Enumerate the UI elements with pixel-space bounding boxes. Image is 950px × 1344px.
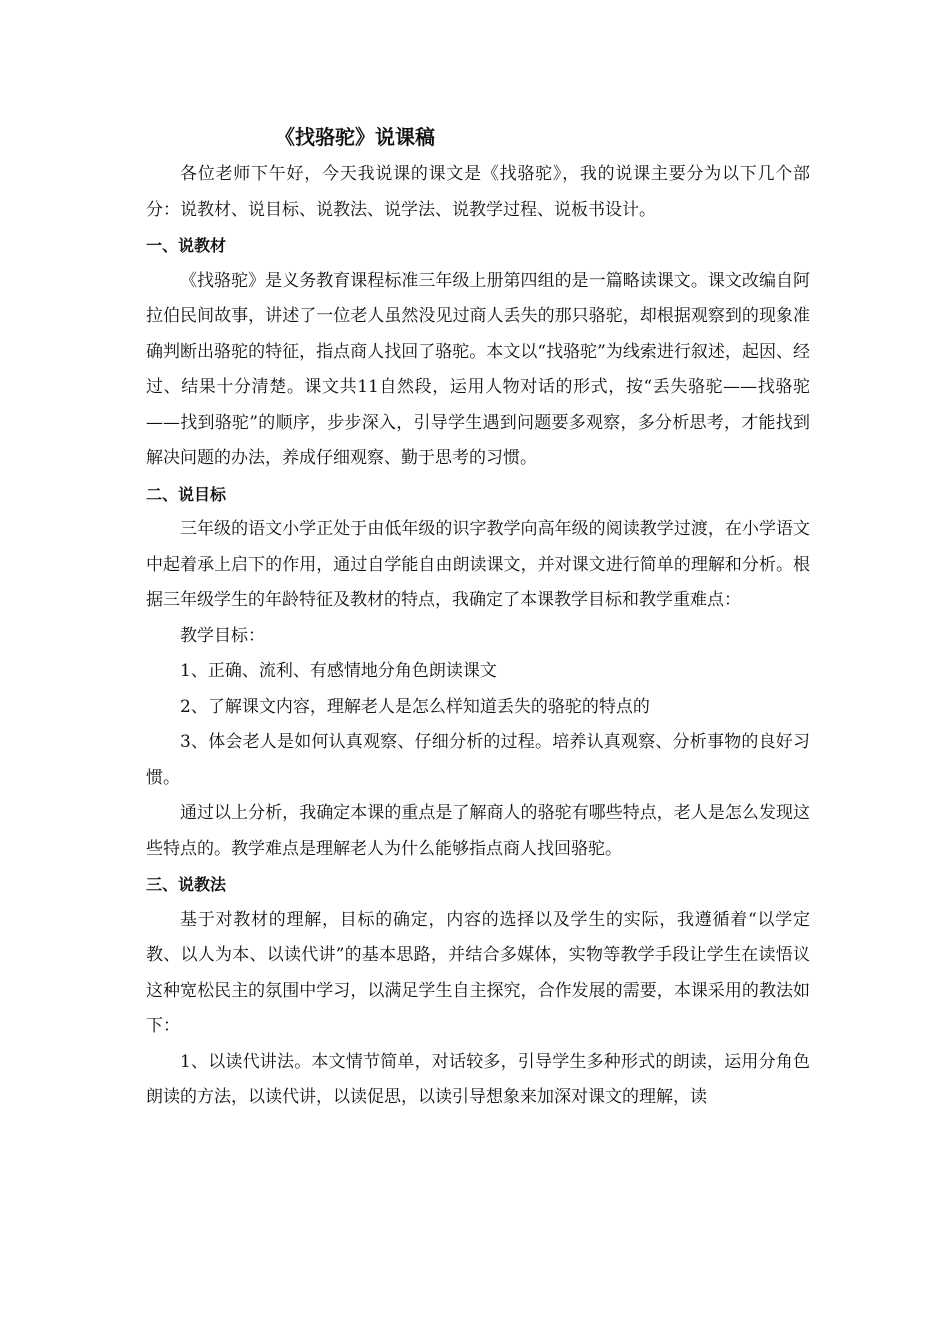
teaching-goal-item: 2、了解课文内容，理解老人是怎么样知道丢失的骆驼的特点的	[180, 696, 650, 717]
teaching-methods-paragraph: 基于对教材的理解，目标的确定，内容的选择以及学生的实际，我遵循着“以学定教、以人为本、以读代讲”的基本思路，并结合多媒体，实物等教学手段让学生在读悟议这种宽松民主的氛围中学习，以满足学生自主探究，合作发展的需要，本课采用的教法如下：	[146, 909, 810, 1036]
intro-paragraph: 各位老师下午好，今天我说课的课文是《找骆驼》，我的说课主要分为以下几个部分：说教材、说目标、说教法、说学法、说教学过程、说板书设计。	[146, 164, 810, 220]
document-body	[146, 157, 810, 1116]
teaching-material-paragraph: 《找骆驼》是义务教育课程标准三年级上册第四组的是一篇略读课文。课文改编自阿拉伯民间故事，讲述了一位老人虽然没见过商人丢失的那只骆驼，却根据观察到的现象准确判断出骆驼的特征，指点商人找回了骆驼。本文以“找骆驼”为线索进行叙述，起因、经过、结果十分清楚。课文共11自然段，运用人物对话的形式，按“丢失骆驼——找骆驼——找到骆驼”的顺序，步步深入，引导学生遇到问题要多观察，多分析思考，才能找到解决问题的办法，养成仔细观察、勤于思考的习惯。	[146, 270, 810, 468]
method-reading-paragraph: 1、以读代讲法。本文情节简单，对话较多，引导学生多种形式的朗读，运用分角色朗读的方法，以读代讲，以读促思，以读引导想象来加深对课文的理解，读	[146, 1051, 810, 1107]
section-heading-teaching-material: 一、说教材	[146, 236, 227, 255]
teaching-goal-item: 1、正确、流利、有感情地分角色朗读课文	[180, 661, 497, 681]
teaching-goals-label: 教学目标：	[180, 625, 265, 646]
document-title: 《找骆驼》说课稿	[275, 125, 435, 149]
key-points-paragraph: 通过以上分析，我确定本课的重点是了解商人的骆驼有哪些特点，老人是怎么发现这些特点的。教学难点是理解老人为什么能够指点商人找回骆驼。	[146, 803, 810, 859]
objectives-paragraph: 三年级的语文小学正处于由低年级的识字教学向高年级的阅读教学过渡，在小学语文中起着承上启下的作用，通过自学能自由朗读课文，并对课文进行简单的理解和分析。根据三年级学生的年龄特征及教材的特点，我确定了本课教学目标和教学重难点：	[146, 519, 810, 610]
section-heading-teaching-methods: 三、说教法	[146, 875, 227, 894]
section-heading-objectives: 二、说目标	[146, 484, 227, 504]
teaching-goal-item: 3、体会老人是如何认真观察、仔细分析的过程。培养认真观察、分析事物的良好习惯。	[146, 732, 810, 788]
